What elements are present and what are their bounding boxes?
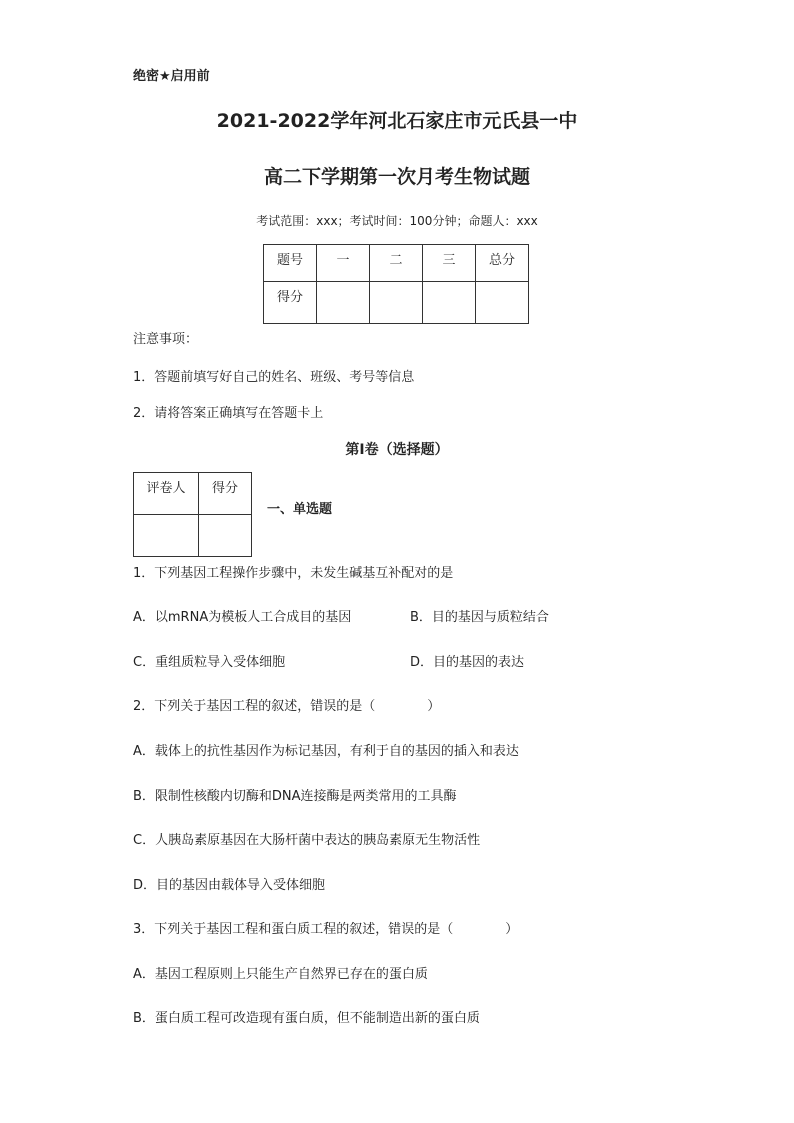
option-a: A．以mRNA为模板人工合成目的基因 [133, 610, 352, 625]
reviewer-cell: 评卷人 [134, 473, 199, 515]
score-blank-cell [317, 282, 370, 324]
confidential-mark: 绝密★启用前 [133, 69, 210, 84]
reviewer-cell: 得分 [199, 473, 252, 515]
question-stem: 2．下列关于基因工程的叙述，错误的是（ ） [133, 699, 441, 714]
option-c: C．重组质粒导入受体细胞 [133, 655, 286, 670]
reviewer-blank-cell [134, 515, 199, 557]
score-table [263, 244, 529, 324]
option-b: B．蛋白质工程可改造现有蛋白质，但不能制造出新的蛋白质 [133, 1011, 480, 1026]
score-blank-cell [370, 282, 423, 324]
question-stem: 3．下列关于基因工程和蛋白质工程的叙述，错误的是（ ） [133, 922, 519, 937]
part-heading: 一、单选题 [267, 502, 333, 517]
notes-heading: 注意事项： [133, 332, 199, 347]
option-a: A．载体上的抗性基因作为标记基因，有利于自的基因的插入和表达 [133, 744, 519, 759]
reviewer-table-blank-row [134, 515, 252, 557]
reviewer-blank-cell [199, 515, 252, 557]
score-table-score-row [264, 282, 529, 324]
exam-title: 2021-2022学年河北石家庄市元氏县一中 [216, 110, 578, 132]
exam-subtitle: 高二下学期第一次月考生物试题 [263, 166, 530, 188]
score-cell: 总分 [476, 245, 529, 282]
score-blank-cell [476, 282, 529, 324]
score-cell: 二 [370, 245, 423, 282]
reviewer-table [133, 472, 252, 557]
note-item: 2．请将答案正确填写在答题卡上 [133, 406, 324, 421]
score-blank-cell [423, 282, 476, 324]
option-d: D．目的基因由载体导入受体细胞 [133, 878, 326, 893]
option-b: B．目的基因与质粒结合 [410, 610, 549, 625]
option-b: B．限制性核酸内切酶和DNA连接酶是两类常用的工具酶 [133, 789, 457, 804]
note-item: 1．答题前填写好自己的姓名、班级、考号等信息 [133, 370, 415, 385]
score-cell: 一 [317, 245, 370, 282]
question-stem: 1．下列基因工程操作步骤中，未发生碱基互补配对的是 [133, 566, 454, 581]
option-d: D．目的基因的表达 [410, 655, 525, 670]
score-cell: 三 [423, 245, 476, 282]
option-a: A．基因工程原则上只能生产自然界已存在的蛋白质 [133, 967, 428, 982]
option-c: C．人胰岛素原基因在大肠杆菌中表达的胰岛素原无生物活性 [133, 833, 481, 848]
score-cell: 题号 [264, 245, 317, 282]
section-title: 第I卷（选择题） [345, 442, 449, 458]
score-table-header-row [264, 245, 529, 282]
score-cell: 得分 [264, 282, 317, 324]
exam-info: 考试范围：xxx；考试时间：100分钟；命题人：xxx [256, 214, 538, 228]
reviewer-table-header-row [134, 473, 252, 515]
